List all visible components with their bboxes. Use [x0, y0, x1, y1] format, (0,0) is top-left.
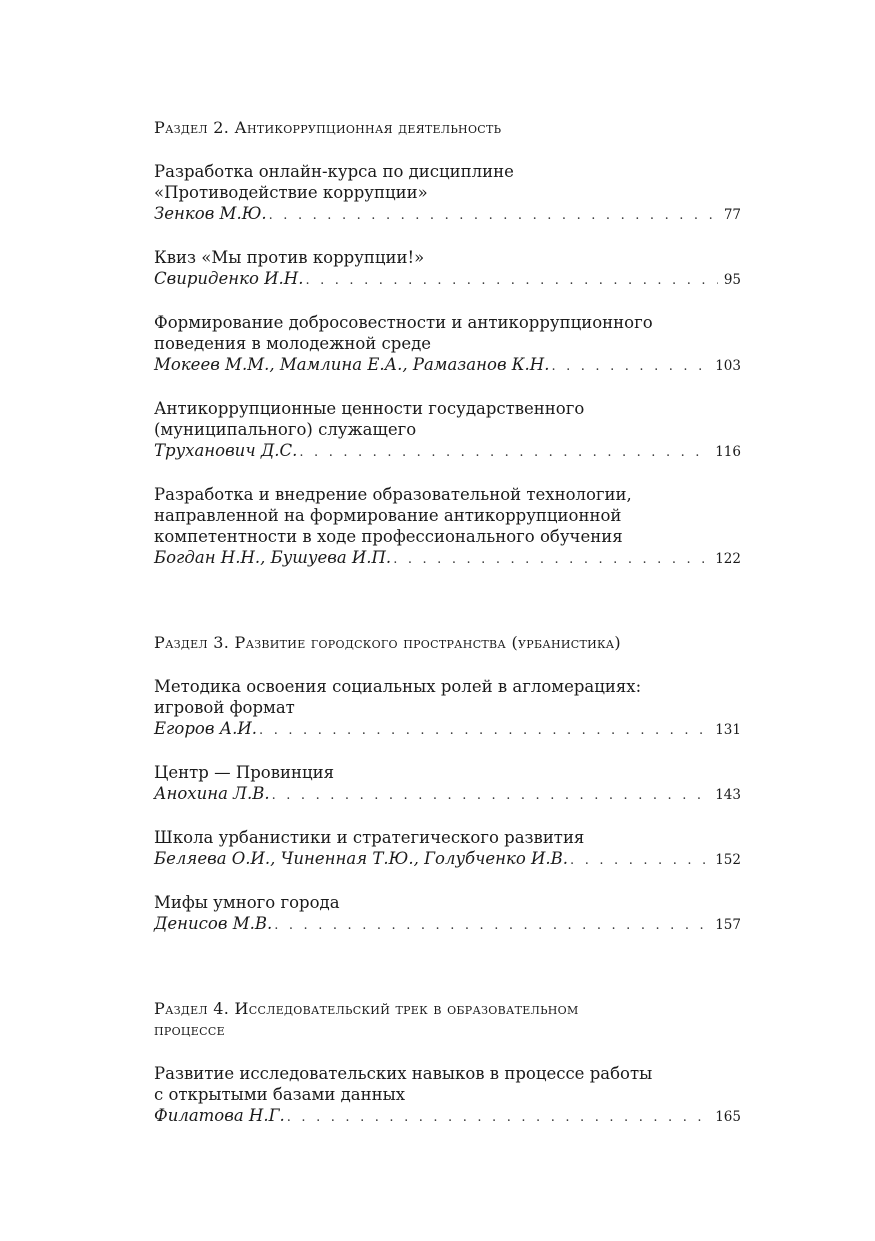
toc-entry[interactable] — [154, 484, 741, 570]
toc-entry[interactable] — [154, 762, 741, 806]
entry-title: направленной на формирование антикоррупционной — [154, 506, 622, 525]
entry-author-line — [154, 848, 741, 871]
entry-author-line — [154, 354, 741, 377]
toc-entry[interactable] — [154, 827, 741, 871]
entry-authors: Денисов М.В. — [154, 914, 273, 933]
entry-title: Центр — Провинция — [154, 763, 335, 782]
section-2 — [154, 117, 741, 570]
entry-title: «Противодействие коррупции» — [154, 183, 428, 202]
toc-entry[interactable] — [154, 161, 741, 226]
dot-leader — [287, 1107, 709, 1128]
entry-authors: Труханович Д.С. — [154, 441, 298, 460]
page-number: 165 — [715, 1109, 741, 1125]
entry-title: компетентности в ходе профессионального обучения — [154, 527, 623, 546]
entry-title: поведения в молодежной среде — [154, 334, 432, 353]
entry-title: Мифы умного города — [154, 893, 340, 912]
entry-title: Квиз «Мы против коррупции!» — [154, 248, 425, 267]
page-number: 131 — [715, 722, 741, 738]
dot-leader — [299, 442, 709, 463]
entry-author-line — [154, 1105, 741, 1128]
entry-title: с открытыми базами данных — [154, 1085, 406, 1104]
entry-author-line — [154, 783, 741, 806]
entry-title: (муниципального) служащего — [154, 420, 417, 439]
entry-authors: Богдан Н.Н., Бушуева И.П. — [154, 548, 392, 567]
dot-leader — [274, 915, 709, 936]
page-number: 143 — [715, 787, 741, 803]
page-number: 157 — [715, 917, 741, 933]
section-title: Раздел 2. Антикоррупционная деятельность — [154, 118, 502, 137]
dot-leader — [269, 205, 718, 226]
entry-title: Школа урбанистики и стратегического развития — [154, 828, 585, 847]
entry-title: игровой формат — [154, 698, 295, 717]
page-number: 152 — [715, 852, 741, 868]
dot-leader — [570, 850, 709, 871]
section-title: процессе — [154, 1020, 225, 1039]
entry-title: Формирование добросовестности и антикоррупционного — [154, 313, 653, 332]
section-4 — [154, 998, 741, 1128]
section-3 — [154, 632, 741, 936]
toc-entry[interactable] — [154, 247, 741, 291]
entry-title: Развитие исследовательских навыков в процессе работы — [154, 1064, 653, 1083]
toc-entry[interactable] — [154, 398, 741, 463]
entry-authors: Мокеев М.М., Мамлина Е.А., Рамазанов К.Н. — [154, 355, 550, 374]
dot-leader — [393, 549, 709, 570]
table-of-contents — [154, 117, 741, 1190]
entry-title: Методика освоения социальных ролей в агломерациях: — [154, 677, 642, 696]
dot-leader — [259, 720, 709, 741]
toc-entry[interactable] — [154, 312, 741, 377]
entry-authors: Свириденко И.Н. — [154, 269, 304, 288]
entry-authors: Филатова Н.Г. — [154, 1106, 285, 1125]
page-number: 116 — [715, 444, 741, 460]
page-number: 122 — [715, 551, 741, 567]
toc-entry[interactable] — [154, 1063, 741, 1128]
page-number: 95 — [723, 272, 741, 288]
page-number: 103 — [715, 358, 741, 374]
entry-title: Антикоррупционные ценности государственного — [154, 399, 585, 418]
entry-authors: Зенков М.Ю. — [154, 204, 267, 223]
entry-author-line — [154, 203, 741, 226]
toc-entry[interactable] — [154, 676, 741, 741]
entry-author-line — [154, 718, 741, 741]
entry-title: Разработка онлайн-курса по дисциплине — [154, 162, 514, 181]
entry-authors: Анохина Л.В. — [154, 784, 270, 803]
toc-entry[interactable] — [154, 892, 741, 936]
dot-leader — [305, 270, 717, 291]
entry-author-line — [154, 268, 741, 291]
section-title: Раздел 4. Исследовательский трек в образовательном — [154, 999, 579, 1018]
entry-authors: Беляева О.И., Чиненная Т.Ю., Голубченко И.В. — [154, 849, 569, 868]
entry-author-line — [154, 440, 741, 463]
section-title: Раздел 3. Развитие городского пространства (урбанистика) — [154, 633, 621, 652]
entry-author-line — [154, 913, 741, 936]
dot-leader — [272, 785, 710, 806]
entry-title: Разработка и внедрение образовательной технологии, — [154, 485, 632, 504]
entry-author-line — [154, 547, 741, 570]
page-number: 77 — [723, 207, 741, 223]
entry-authors: Егоров А.И. — [154, 719, 258, 738]
dot-leader — [551, 356, 709, 377]
